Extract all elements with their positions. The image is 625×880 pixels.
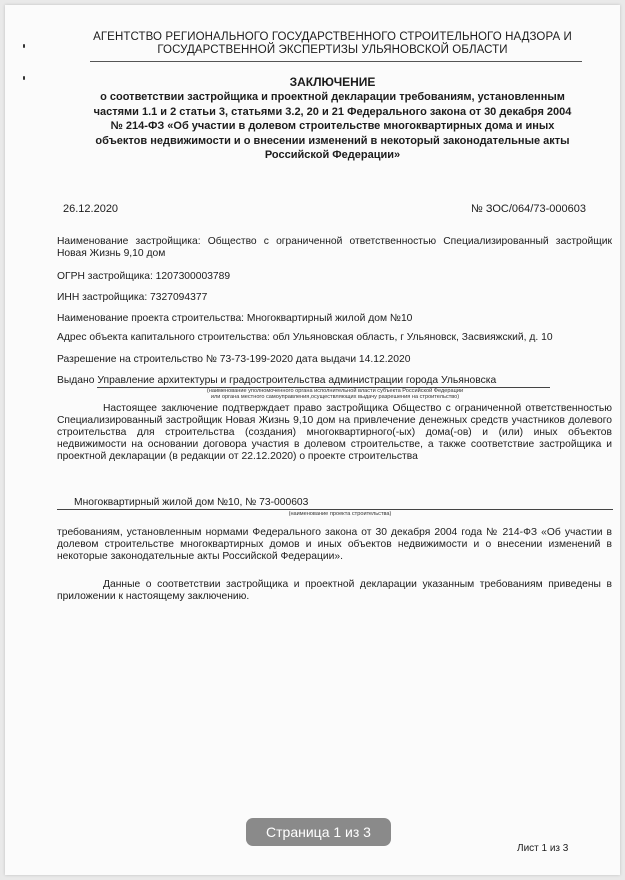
header-divider bbox=[90, 61, 582, 62]
project-line: Многоквартирный жилой дом №10, № 73-000603 bbox=[57, 496, 613, 510]
ogrn-field: ОГРН застройщика: 1207300003789 bbox=[57, 271, 231, 282]
issued-caption-line-2: или органа местного самоуправления,осуществляющих выдачу разрешения на строительство) bbox=[210, 394, 460, 401]
conclusion-paragraph: Настоящее заключение подтверждает право застройщика Общество с ограниченной ответственностью Специализированный застройщик Новая Жизнь 9,10 дом на привлечение денежных средств участников долевого строительства для строительства (создания) многоквартирного(-ых) дома(-ов) и (или) иных объектов недвижимости на основании договора участия в долевом строительстве, а также соответствие застройщика и проектной декларации (в редакции от 22.12.2020) о проекте строительства bbox=[57, 403, 612, 462]
issued-by-value: Управление архитектуры и градостроительства администрации города Ульяновска bbox=[97, 375, 550, 388]
scan-speck bbox=[23, 44, 25, 48]
issued-by-caption bbox=[205, 388, 465, 401]
inn-field: ИНН застройщика: 7327094377 bbox=[57, 292, 208, 303]
issued-caption-line-1: (наименование уполномоченного органа исполнительной власти субъекта Российской Федерации bbox=[206, 388, 464, 394]
address-field: Адрес объекта капитального строительства: обл Ульяновская область, г Ульяновск, Засвияжский, д. 10 bbox=[57, 332, 553, 343]
scan-speck bbox=[23, 76, 25, 80]
sheet-number: Лист 1 из 3 bbox=[517, 843, 569, 854]
document-title: ЗАКЛЮЧЕНИЕ bbox=[289, 75, 376, 89]
issued-label: Выдано bbox=[57, 375, 95, 386]
issued-by-row bbox=[57, 375, 612, 388]
project-name-field: Наименование проекта строительства: Многоквартирный жилой дом №10 bbox=[57, 313, 413, 324]
developer-name-field: Наименование застройщика: Общество с ограниченной ответственностью Специализированный застройщик Новая Жизнь 9,10 дом bbox=[57, 236, 612, 259]
document-number: № ЗОС/064/73-000603 bbox=[471, 203, 586, 215]
document-date: 26.12.2020 bbox=[63, 203, 119, 215]
appendix-paragraph: Данные о соответствии застройщика и проектной декларации указанным требованиям приведены в приложении к настоящему заключению. bbox=[57, 579, 612, 602]
project-line-caption: (наименование проекта строительства) bbox=[288, 511, 392, 517]
permit-field: Разрешение на строительство № 73-73-199-2020 дата выдачи 14.12.2020 bbox=[57, 354, 411, 365]
document-page bbox=[5, 5, 620, 875]
requirements-paragraph: требованиям, установленным нормами Федерального закона от 30 декабря 2004 года № 214-ФЗ «Об участии в долевом строительстве многоквартирных домов и иных объектов недвижимости и о внесении изменений в некоторые законодательные акты Российской Федерации». bbox=[57, 527, 612, 562]
agency-header: АГЕНТСТВО РЕГИОНАЛЬНОГО ГОСУДАРСТВЕННОГО СТРОИТЕЛЬНОГО НАДЗОРА И ГОСУДАРСТВЕННОЙ ЭКСПЕРТИЗЫ УЛЬЯНОВСКОЙ ОБЛАСТИ bbox=[93, 31, 572, 56]
document-subtitle: о соответствии застройщика и проектной декларации требованиям, установленным частями 1.1 и 2 статьи 3, статьями 3.2, 20 и 21 Федерального закона от 30 декабря 2004 № 214-ФЗ «Об участии в долевом строительстве многоквартирных дома и иных объектов недвижимости и о внесении изменений в некоторый законодательные акты Российской Федерации» bbox=[93, 91, 572, 161]
page-indicator: Страница 1 из 3 bbox=[246, 818, 391, 846]
